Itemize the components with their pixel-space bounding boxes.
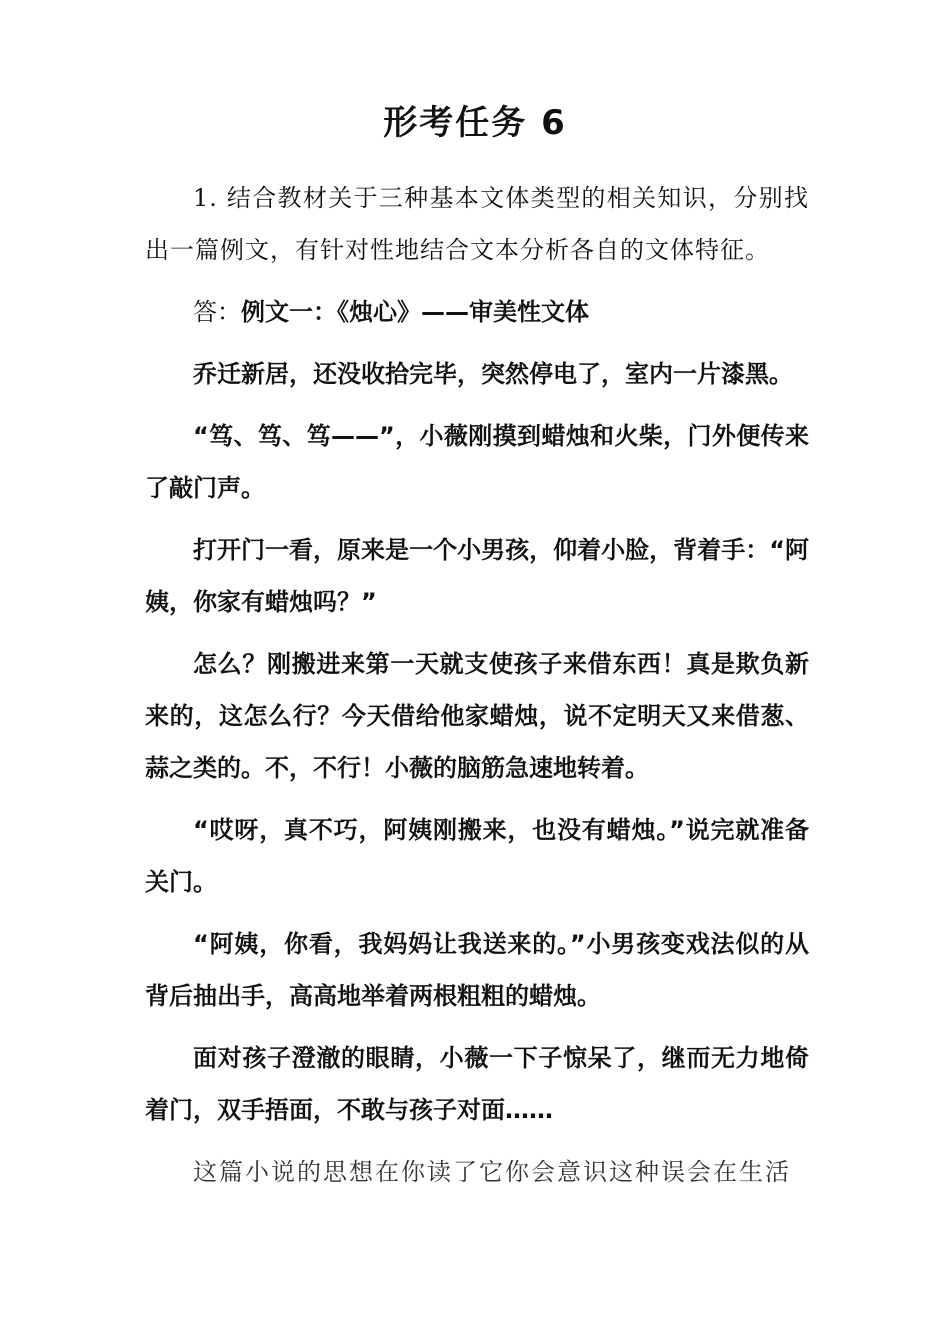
question-paragraph: 1. 结合教材关于三种基本文体类型的相关知识，分别找出一篇例文，有针对性地结合文本分析各自的文体特征。 (145, 184, 809, 264)
story-paragraph-1: 乔迁新居，还没收拾完毕，突然停电了，室内一片漆黑。 (193, 360, 793, 388)
story-paragraph-2: “笃、笃、笃——”，小薇刚摸到蜡烛和火柴，门外便传来了敲门声。 (145, 422, 809, 502)
answer-label: 答： (193, 298, 241, 326)
story-paragraph-6: “阿姨，你看，我妈妈让我送来的。”小男孩变戏法似的从背后抽出手，高高地举着两根粗粗的蜡烛。 (145, 930, 809, 1010)
story-paragraph-5: “哎呀，真不巧，阿姨刚搬来，也没有蜡烛。”说完就准备关门。 (145, 816, 809, 896)
story-paragraph-3: 打开门一看，原来是一个小男孩，仰着小脸，背着手：“阿姨，你家有蜡烛吗？” (145, 536, 809, 616)
answer-heading: 例文一：《烛心》——审美性文体 (241, 298, 589, 326)
story-paragraph-7: 面对孩子澄澈的眼睛，小薇一下子惊呆了，继而无力地倚着门，双手捂面，不敢与孩子对面…… (145, 1044, 809, 1124)
page-title: 形考任务 6 (383, 103, 567, 143)
story-paragraph-4: 怎么？刚搬进来第一天就支使孩子来借东西！真是欺负新来的，这怎么行？今天借给他家蜡烛，说不定明天又来借葱、蒜之类的。不，不行！小薇的脑筋急速地转着。 (145, 650, 809, 782)
answer-heading-paragraph (145, 286, 809, 338)
analysis-paragraph: 这篇小说的思想在你读了它你会意识这种误会在生活 (193, 1158, 791, 1186)
document-body (145, 172, 809, 1198)
